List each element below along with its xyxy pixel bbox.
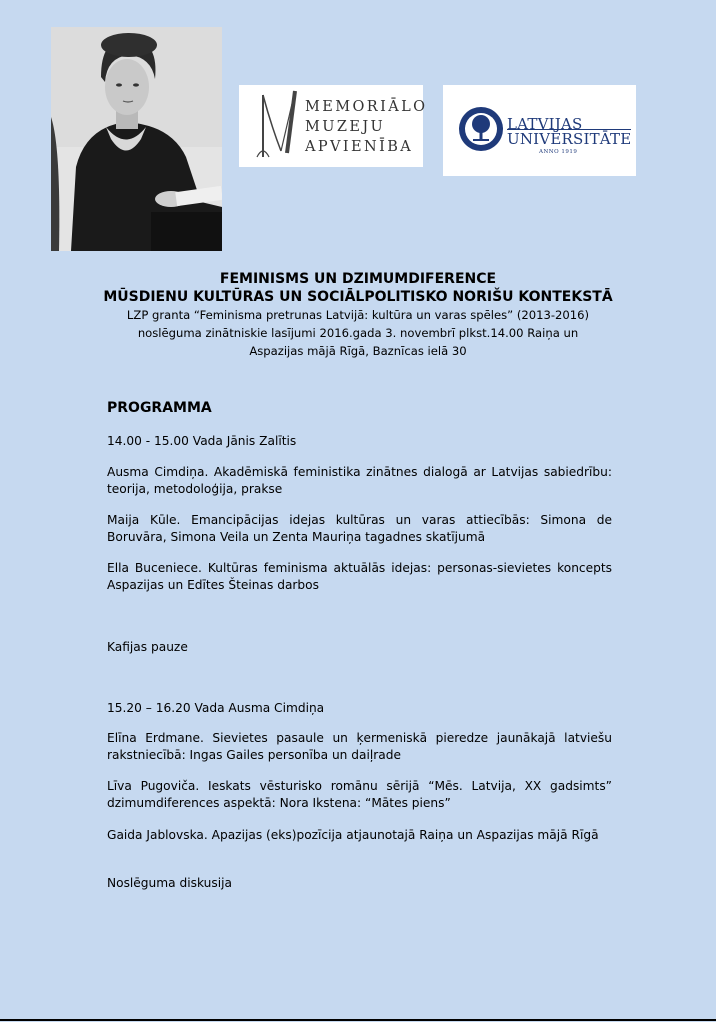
university-seal-icon bbox=[457, 105, 505, 153]
talk-6: Gaida Jablovska. Apazijas (eks)pozīcija atjaunotajā Raiņa un Aspazijas mājā Rīgā bbox=[107, 828, 599, 842]
event-subtitle-line1: LZP granta “Feminisma pretrunas Latvijā: kultūra un varas spēles” (2013-2016) bbox=[126, 308, 590, 322]
event-subtitle-line2: noslēguma zinātniskie lasījumi 2016.gada 3. novembrī plkst.14.00 Raiņa un bbox=[137, 326, 579, 340]
portrait-photo bbox=[51, 27, 222, 251]
event-title-line1: FEMINISMS UN DZIMUMDIFERENCE bbox=[219, 271, 497, 287]
program-title: PROGRAMMA bbox=[107, 400, 212, 416]
university-name-line2: UNIVERSITĀTE bbox=[507, 130, 632, 148]
page-bottom-border bbox=[0, 1019, 716, 1021]
talk-1: Ausma Cimdiņa. Akadēmiskā feministika zinātnes dialogā ar Latvijas sabiedrību: teorija, metodoloģija, prakse bbox=[107, 465, 612, 496]
university-name-line1: LATVIJAS bbox=[507, 115, 583, 133]
coffee-break: Kafijas pauze bbox=[107, 640, 188, 654]
university-anno: ANNO 1919 bbox=[539, 149, 578, 155]
session-2-heading: 15.20 – 16.20 Vada Ausma Cimdiņa bbox=[107, 701, 325, 715]
logo-line-2: MUZEJU bbox=[305, 119, 386, 135]
memorial-museums-logo-text bbox=[305, 97, 427, 157]
session-1-heading: 14.00 - 15.00 Vada Jānis Zalītis bbox=[107, 434, 297, 448]
talk-2: Maija Kūle. Emancipācijas idejas kultūras un varas attiecībās: Simona de Boruvāra, Simona Veila un Zenta Mauriņa tagadnes skatījumā bbox=[107, 513, 612, 544]
event-title-line2: MŪSDIENU KULTŪRAS UN SOCIĀLPOLITISKO NORIŠU KONTEKSTĀ bbox=[103, 289, 613, 305]
university-logo bbox=[443, 85, 636, 176]
logo-line-3: APVIENĪBA bbox=[305, 139, 414, 155]
logo-line-1: MEMORIĀLO bbox=[305, 99, 428, 115]
closing-discussion: Noslēguma diskusija bbox=[107, 876, 232, 890]
event-subtitle-line3: Aspazijas mājā Rīgā, Baznīcas ielā 30 bbox=[249, 344, 467, 358]
event-header bbox=[0, 270, 716, 360]
memorial-museums-logo bbox=[239, 85, 428, 167]
talk-5: Līva Pugoviča. Ieskats vēsturisko romānu sērijā “Mēs. Latvija, XX gadsimts” dzimumdiferences aspektā: Nora Ikstena: “Mātes piens” bbox=[107, 779, 612, 810]
talk-4: Elīna Erdmane. Sievietes pasaule un ķermeniskā pieredze jaunākajā latviešu rakstniecībā: Ingas Gailes personība un daiļrade bbox=[107, 731, 612, 762]
talk-3: Ella Buceniece. Kultūras feminisma aktuālās idejas: personas-sievietes koncepts Aspazijas un Edītes Šteinas darbos bbox=[107, 561, 612, 592]
